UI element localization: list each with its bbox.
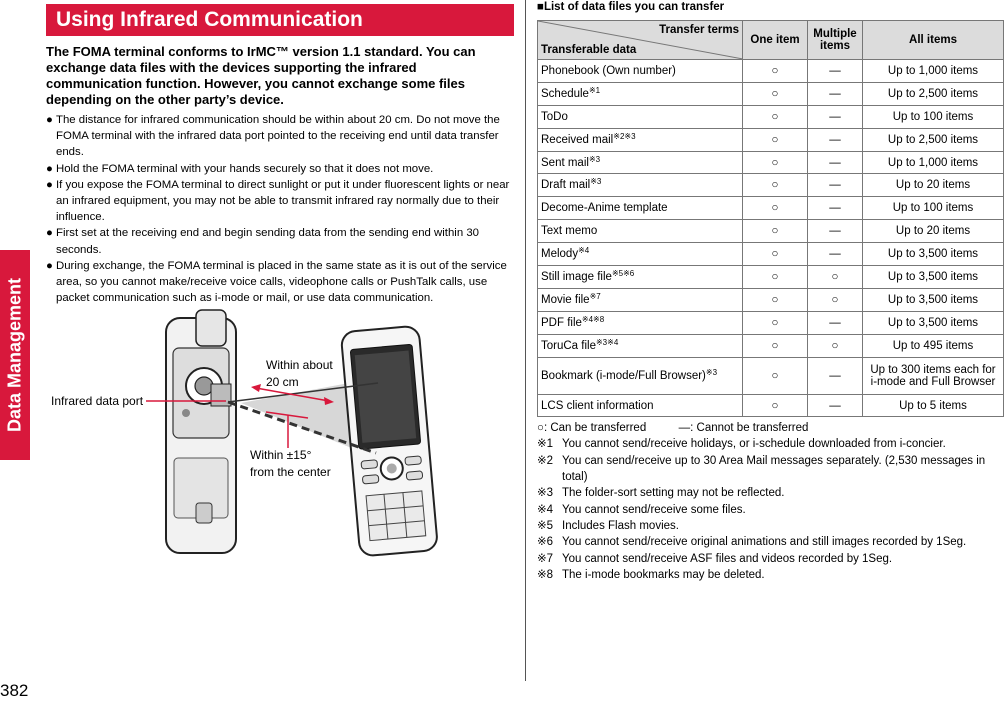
cell-data-name [538, 266, 743, 289]
cell-all: Up to 100 items [863, 197, 1004, 220]
bullet-marker: ● [46, 162, 53, 175]
cell-one: ○ [743, 334, 808, 357]
legend [537, 420, 1003, 436]
bullet-list [46, 112, 514, 306]
cell-multi: — [808, 243, 863, 266]
cell-all: Up to 3,500 items [863, 288, 1004, 311]
cell-multi: — [808, 394, 863, 417]
left-column [46, 4, 514, 306]
infrared-illustration [46, 308, 516, 558]
cell-data-name [538, 82, 743, 105]
cell-multi: — [808, 151, 863, 174]
cell-multi: ○ [808, 334, 863, 357]
cell-all: Up to 1,000 items [863, 151, 1004, 174]
table-row [538, 266, 1004, 289]
footnote-item [537, 518, 1003, 534]
bullet-item [46, 258, 514, 307]
header-one-item: One item [743, 21, 808, 60]
table-row [538, 220, 1004, 243]
legend-cannot: —: Cannot be transferred [678, 422, 809, 435]
data-name-text: Draft mail [541, 179, 591, 192]
data-name-text: Still image file [541, 270, 612, 283]
cell-one: ○ [743, 288, 808, 311]
bullet-marker: ● [46, 178, 53, 191]
data-name-text: Movie file [541, 293, 590, 306]
back-phone [166, 310, 236, 553]
footnote-mark: ※8 [537, 568, 554, 581]
footnote-item [537, 502, 1003, 518]
footnote-ref: ※4※8 [581, 314, 605, 324]
footnote-ref: ※1 [588, 85, 601, 95]
cell-data-name [538, 394, 743, 417]
bullet-item [46, 161, 514, 177]
footnote-item [537, 551, 1003, 567]
footnote-item [537, 485, 1003, 501]
data-name-text: PDF file [541, 316, 582, 329]
bullet-text: If you expose the FOMA terminal to direct sunlight or put it under fluorescent lights or near an infrared equipment, you may not be able to transmit infrared ray normally due to their influence. [56, 178, 510, 224]
cell-one: ○ [743, 266, 808, 289]
port-label: Infrared data port [51, 394, 144, 408]
intro-paragraph: The FOMA terminal conforms to IrMC™ version 1.1 standard. You can exchange data files with the devices supporting the infrared communication function. However, you cannot exchange some files depending on the other party’s device. [46, 44, 476, 107]
cell-multi: — [808, 197, 863, 220]
cell-data-name [538, 357, 743, 394]
table-row [538, 82, 1004, 105]
footnote-text: The folder-sort setting may not be reflected. [562, 487, 785, 500]
cell-one: ○ [743, 60, 808, 83]
section-title: Using Infrared Communication [46, 4, 514, 36]
cell-all: Up to 100 items [863, 105, 1004, 128]
bullet-item [46, 177, 514, 226]
footnote-ref: ※3 [590, 177, 602, 187]
footnote-mark: ※4 [537, 503, 554, 516]
footnote-ref: ※3 [588, 154, 601, 164]
footnote-ref: ※7 [589, 291, 601, 301]
bullet-text: Hold the FOMA terminal with your hands securely so that it does not move. [56, 162, 434, 175]
data-name-text: Decome-Anime template [541, 202, 668, 215]
header-multiple-items: Multiple items [808, 21, 863, 60]
cell-data-name [538, 197, 743, 220]
legend-can: ○: Can be transferred [537, 422, 647, 435]
cell-one: ○ [743, 174, 808, 197]
cell-multi: — [808, 311, 863, 334]
footnote-ref: ※4 [578, 246, 590, 256]
table-row [538, 128, 1004, 151]
table-row [538, 394, 1004, 417]
side-tab [0, 250, 30, 460]
transfer-table [537, 20, 1004, 417]
table-row [538, 105, 1004, 128]
bullet-marker: ● [46, 259, 53, 272]
footnote-item [537, 436, 1003, 452]
footnote-ref: ※2※3 [613, 131, 636, 141]
cell-data-name [538, 128, 743, 151]
footnote-mark: ※6 [537, 536, 554, 549]
data-name-text: Melody [541, 248, 579, 261]
cell-multi: ○ [808, 288, 863, 311]
footnote-text: The i-mode bookmarks may be deleted. [562, 568, 765, 581]
footnote-mark: ※5 [537, 519, 554, 532]
cell-one: ○ [743, 357, 808, 394]
data-name-text: Text memo [541, 225, 598, 238]
footnote-text: You cannot send/receive holidays, or i-schedule downloaded from i-concier. [562, 438, 946, 451]
footnote-text: Includes Flash movies. [562, 519, 679, 532]
footnote-item [537, 453, 1003, 486]
header-transferable-data: Transferable data [541, 44, 637, 56]
footnote-item [537, 567, 1003, 583]
footnote-item [537, 534, 1003, 550]
cell-all: Up to 3,500 items [863, 266, 1004, 289]
footnote-mark: ※7 [537, 552, 554, 565]
footnote-mark: ※1 [537, 438, 554, 451]
cell-data-name [538, 288, 743, 311]
cell-all: Up to 2,500 items [863, 82, 1004, 105]
cell-multi: — [808, 220, 863, 243]
footnote-mark: ※2 [537, 454, 554, 467]
cell-all: Up to 20 items [863, 220, 1004, 243]
footnote-text: You cannot send/receive ASF files and videos recorded by 1Seg. [562, 552, 893, 565]
header-transfer-terms: Transfer terms [659, 24, 739, 36]
bullet-text: During exchange, the FOMA terminal is placed in the same state as it is out of the service area, so you cannot make/receive voice calls, videophone calls or PushTalk calls, use packet communication such as i-mode or mail, or use data communication. [56, 259, 507, 305]
footnote-ref: ※3※4 [595, 337, 619, 347]
cell-one: ○ [743, 151, 808, 174]
cell-one: ○ [743, 394, 808, 417]
cell-one: ○ [743, 243, 808, 266]
footnote-list [537, 436, 1003, 583]
cell-multi: — [808, 82, 863, 105]
data-name-text: Bookmark (i-mode/Full Browser) [541, 369, 706, 382]
table-title: ■List of data files you can transfer [537, 1, 725, 13]
table-row [538, 357, 1004, 394]
cell-one: ○ [743, 220, 808, 243]
cell-data-name [538, 311, 743, 334]
cell-data-name [538, 174, 743, 197]
footnote-ref: ※3 [705, 367, 718, 377]
cell-one: ○ [743, 105, 808, 128]
bullet-item [46, 112, 514, 161]
bullet-text: The distance for infrared communication should be within about 20 cm. Do not move the FOMA terminal with the infrared data port pointed to the receiving end until data transfer ends. [56, 114, 500, 159]
cell-multi: — [808, 128, 863, 151]
right-column [537, 0, 1003, 583]
footnote-mark: ※3 [537, 487, 554, 500]
cell-multi: — [808, 105, 863, 128]
column-divider [525, 0, 526, 681]
table-corner-header [538, 21, 743, 60]
cell-data-name [538, 334, 743, 357]
cell-all: Up to 3,500 items [863, 243, 1004, 266]
cell-one: ○ [743, 82, 808, 105]
table-row [538, 311, 1004, 334]
cell-all: Up to 495 items [863, 334, 1004, 357]
cell-all: Up to 20 items [863, 174, 1004, 197]
data-name-text: LCS client information [541, 399, 654, 412]
cell-all: Up to 3,500 items [863, 311, 1004, 334]
data-name-text: Sent mail [541, 156, 589, 169]
table-row [538, 334, 1004, 357]
cell-one: ○ [743, 197, 808, 220]
cell-data-name [538, 220, 743, 243]
cell-one: ○ [743, 128, 808, 151]
cell-all: Up to 1,000 items [863, 60, 1004, 83]
data-name-text: ToruCa file [541, 339, 596, 352]
side-tab-label: Data Management [4, 277, 25, 433]
data-name-text: Schedule [541, 87, 589, 100]
bullet-text: First set at the receiving end and begin sending data from the sending end within 30 seconds. [56, 227, 479, 256]
cell-multi: — [808, 357, 863, 394]
front-phone [341, 326, 438, 557]
phones-drawing [46, 308, 516, 558]
cell-data-name [538, 151, 743, 174]
cell-data-name [538, 105, 743, 128]
angle-label-line1: Within ±15° [250, 448, 312, 462]
footnote-text: You cannot send/receive some files. [562, 503, 746, 516]
page-number: 382 [0, 681, 29, 700]
data-name-text: Received mail [541, 133, 614, 146]
footnote-text: You cannot send/receive original animations and still images recorded by 1Seg. [562, 536, 967, 549]
bullet-marker: ● [46, 227, 53, 240]
angle-label-line2: from the center [250, 465, 331, 479]
cell-multi: — [808, 174, 863, 197]
cell-data-name [538, 60, 743, 83]
table-row [538, 288, 1004, 311]
footnote-ref: ※5※6 [611, 268, 635, 278]
cell-all: Up to 300 items each for i-mode and Full Browser [863, 357, 1004, 394]
footnote-text: You can send/receive up to 30 Area Mail messages separately. (2,530 messages in total) [562, 454, 986, 484]
cell-data-name [538, 243, 743, 266]
table-row [538, 151, 1004, 174]
cell-all: Up to 2,500 items [863, 128, 1004, 151]
header-all-items: All items [863, 21, 1004, 60]
distance-label-line2: 20 cm [266, 375, 299, 389]
bullet-item [46, 225, 514, 257]
table-row [538, 243, 1004, 266]
cell-multi: ○ [808, 266, 863, 289]
table-row [538, 60, 1004, 83]
table-row [538, 174, 1004, 197]
data-name-text: ToDo [541, 110, 568, 123]
distance-label-line1: Within about [266, 358, 333, 372]
cell-one: ○ [743, 311, 808, 334]
cell-all: Up to 5 items [863, 394, 1004, 417]
cell-multi: — [808, 60, 863, 83]
data-name-text: Phonebook (Own number) [541, 64, 676, 77]
table-row [538, 197, 1004, 220]
bullet-marker: ● [46, 114, 53, 126]
